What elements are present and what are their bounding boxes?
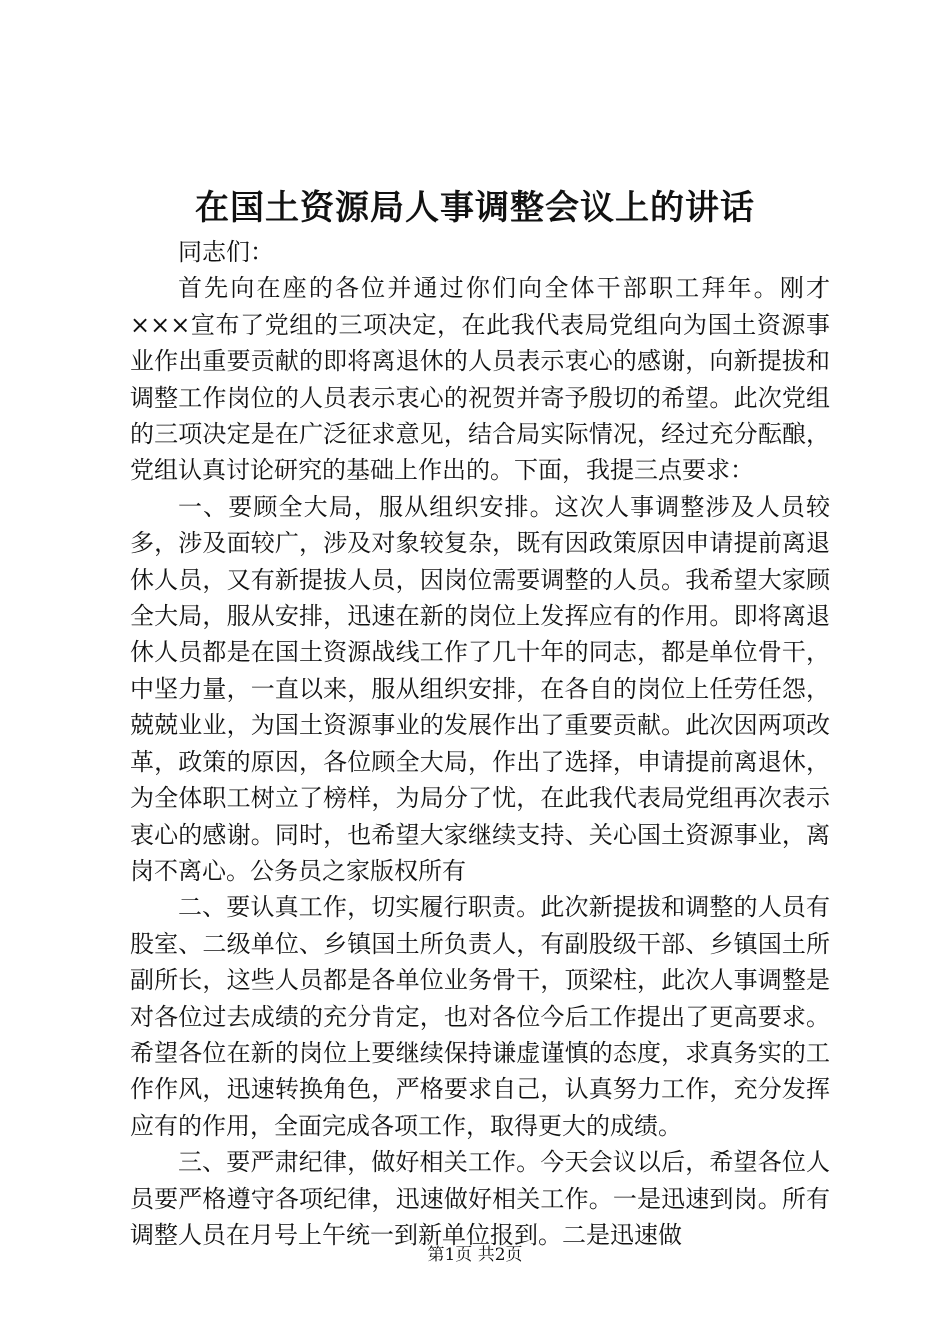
- page-title: 在国土资源局人事调整会议上的讲话: [195, 188, 755, 228]
- point-two-paragraph: 二、要认真工作，切实履行职责。此次新提拔和调整的人员有股室、二级单位、乡镇国土所负责人，有副股级干部、乡镇国土所副所长，这些人员都是各单位业务骨干，顶梁柱，此次人事调整是对各位过去成绩的充分肯定，也对各位今后工作提出了更高要求。希望各位在新的岗位上要继续保持谦虚谨慎的态度，求真务实的工作作风，迅速转换角色，严格要求自己，认真努力工作，充分发挥应有的作用，全面完成各项工作，取得更大的成绩。: [130, 893, 830, 1140]
- salutation-paragraph: 同志们：: [178, 238, 274, 266]
- point-three-paragraph: 三、要严肃纪律，做好相关工作。今天会议以后，希望各位人员要严格遵守各项纪律，迅速做好相关工作。一是迅速到岗。所有调整人员在月号上午统一到新单位报到。二是迅速做: [130, 1148, 830, 1249]
- page-number-footer: 第1页 共2页: [427, 1245, 523, 1265]
- document-body: [130, 234, 830, 1253]
- point-one-paragraph: 一、要顾全大局，服从组织安排。这次人事调整涉及人员较多，涉及面较广，涉及对象较复杂，既有因政策原因申请提前离退休人员，又有新提拔人员，因岗位需要调整的人员。我希望大家顾全大局，服从安排，迅速在新的岗位上发挥应有的作用。即将离退休人员都是在国土资源战线工作了几十年的同志，都是单位骨干，中坚力量，一直以来，服从组织安排，在各自的岗位上任劳任怨，兢兢业业，为国土资源事业的发展作出了重要贡献。此次因两项改革，政策的原因，各位顾全大局，作出了选择，申请提前离退休，为全体职工树立了榜样，为局分了忧，在此我代表局党组再次表示衷心的感谢。同时，也希望大家继续支持、关心国土资源事业，离岗不离心。公务员之家版权所有: [130, 492, 830, 885]
- intro-paragraph: 首先向在座的各位并通过你们向全体干部职工拜年。刚才×××宣布了党组的三项决定，在此我代表局党组向为国土资源事业作出重要贡献的即将离退休的人员表示衷心的感谢，向新提拔和调整工作岗位的人员表示衷心的祝贺并寄予殷切的希望。此次党组的三项决定是在广泛征求意见，结合局实际情况，经过充分酝酿，党组认真讨论研究的基础上作出的。下面，我提三点要求：: [130, 274, 830, 485]
